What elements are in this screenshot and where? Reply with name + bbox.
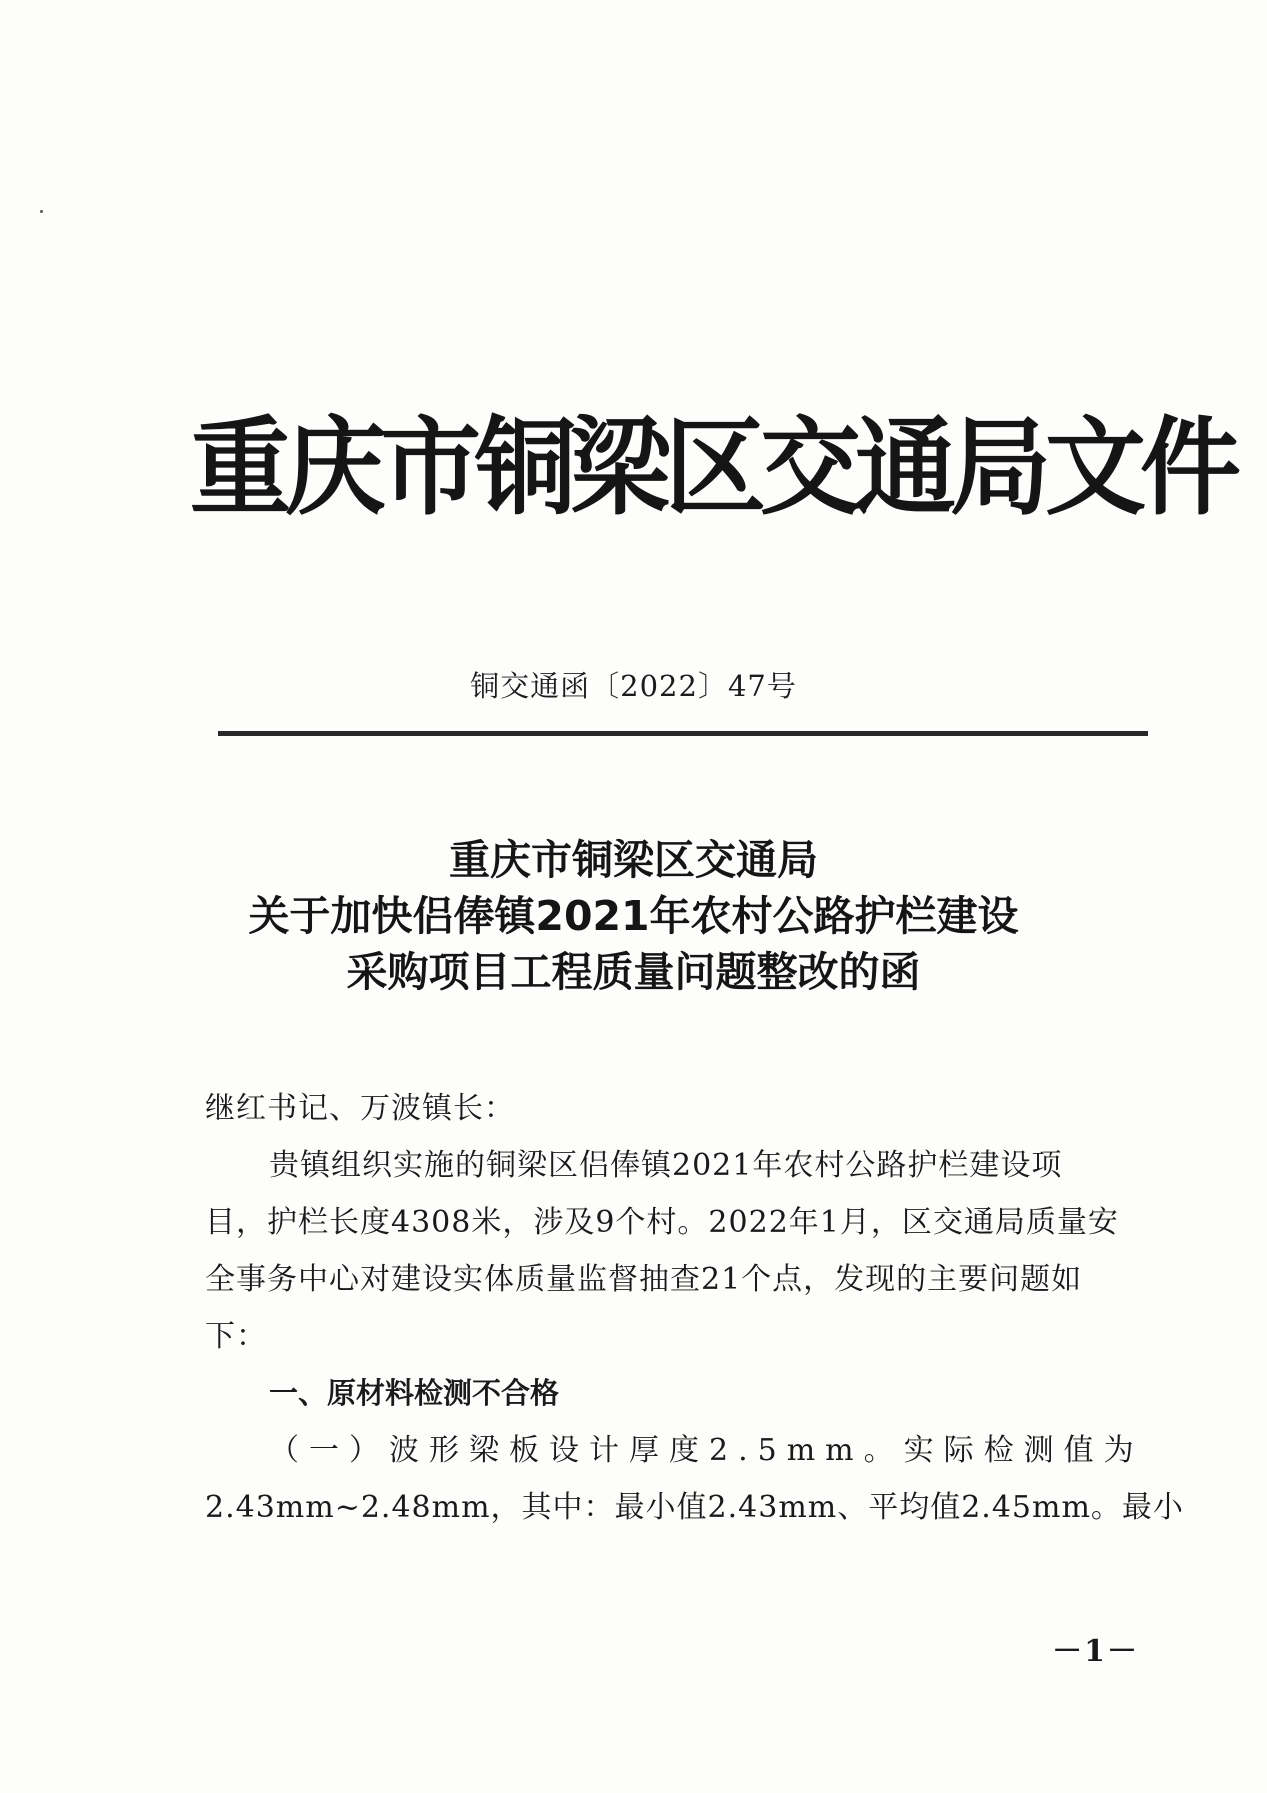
subject-line: 重庆市铜梁区交通局 bbox=[449, 836, 818, 884]
document-header-title: 重庆市铜梁区交通局文件 bbox=[190, 406, 1236, 530]
body-line: 2.43mm~2.48mm，其中：最小值2.43mm、平均值2.45mm。最小 bbox=[205, 1490, 1184, 1525]
scan-speck bbox=[40, 210, 43, 213]
page-number: －1－ bbox=[1052, 1634, 1139, 1669]
header-divider bbox=[218, 731, 1148, 736]
subject-line: 采购项目工程质量问题整改的函 bbox=[346, 948, 921, 996]
body-line: 贵镇组织实施的铜梁区侣俸镇2021年农村公路护栏建设项 bbox=[269, 1148, 1063, 1183]
body-line: 目，护栏长度4308米，涉及9个村。2022年1月，区交通局质量安 bbox=[205, 1205, 1119, 1240]
document-number: 铜交通函〔2022〕47号 bbox=[470, 669, 797, 703]
document-body bbox=[205, 1080, 1184, 1536]
body-line: 全事务中心对建设实体质量监督抽查21个点，发现的主要问题如 bbox=[205, 1262, 1083, 1297]
salutation: 继红书记、万波镇长： bbox=[205, 1091, 515, 1126]
section-heading: 一、原材料检测不合格 bbox=[269, 1376, 560, 1410]
subject-line: 关于加快侣俸镇2021年农村公路护栏建设 bbox=[248, 892, 1019, 940]
document-subject bbox=[0, 832, 1267, 1000]
body-line: （一）波形梁板设计厚度2.5mm。实际检测值为 bbox=[269, 1433, 1144, 1468]
body-line: 下： bbox=[205, 1319, 267, 1354]
